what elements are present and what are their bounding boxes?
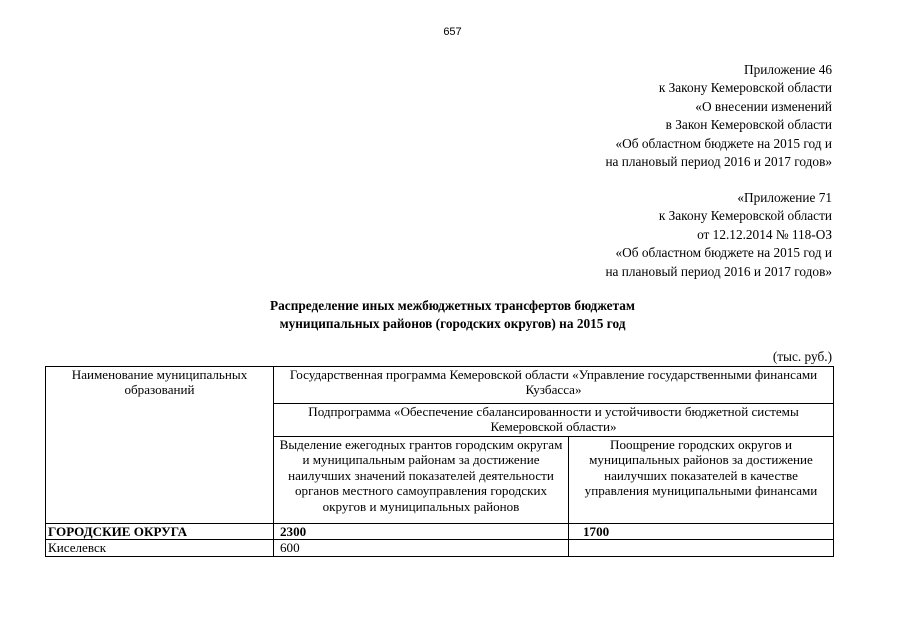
- appendix-46-line: к Закону Кемеровской области: [658, 80, 832, 96]
- row-name: ГОРОДСКИЕ ОКРУГА: [46, 524, 274, 540]
- appendix-71-line: «Об областном бюджете на 2015 год и: [615, 245, 832, 261]
- units-label: (тыс. руб.): [772, 349, 832, 364]
- appendix-46-line: в Закон Кемеровской области: [665, 117, 832, 133]
- appendix-71-line: к Закону Кемеровской области: [658, 208, 832, 224]
- table-row: [46, 540, 834, 556]
- page-number: 657: [443, 26, 462, 38]
- appendix-71-line: на плановый период 2016 и 2017 годов»: [605, 263, 832, 279]
- row-encouragement: 1700: [569, 524, 834, 540]
- appendix-71-line: «Приложение 71: [737, 190, 832, 205]
- header-encouragement: Поощрение городских округов и муниципальных районов за достижение наилучших показателей в качестве управления муниципальными финансами: [569, 437, 834, 524]
- row-encouragement: [569, 540, 834, 556]
- header-grants: Выделение ежегодных грантов городским округам и муниципальным районам за достижение наилучших значений показателей деятельности органов местного самоуправления городских округов и муниципальных районов: [274, 437, 569, 524]
- document-title: [0, 297, 905, 333]
- document-title-line2: муниципальных районов (городских округов) на 2015 год: [279, 316, 626, 331]
- header-program: Государственная программа Кемеровской области «Управление государственными финансами Кузбасса»: [274, 367, 834, 404]
- table-header-row: [46, 367, 834, 404]
- header-subprogram: Подпрограмма «Обеспечение сбалансированности и устойчивости бюджетной системы Кемеровской области»: [274, 404, 834, 437]
- row-name: Киселевск: [46, 540, 274, 556]
- header-municipality: Наименование муниципальных образований: [46, 367, 274, 524]
- appendix-71-line: от 12.12.2014 № 118-ОЗ: [697, 226, 832, 242]
- row-grants: 2300: [274, 524, 569, 540]
- appendix-46-line: Приложение 46: [744, 62, 832, 77]
- appendix-46-line: на плановый период 2016 и 2017 годов»: [605, 154, 832, 170]
- appendix-46-line: «Об областном бюджете на 2015 год и: [615, 135, 832, 151]
- appendix-46-header: [605, 61, 832, 171]
- budget-table: [45, 366, 834, 557]
- appendix-46-line: «О внесении изменений: [695, 98, 832, 114]
- table-row: [46, 524, 834, 540]
- appendix-71-header: [605, 189, 832, 281]
- document-title-line1: Распределение иных межбюджетных трансфертов бюджетам: [270, 298, 635, 313]
- row-grants: 600: [274, 540, 569, 556]
